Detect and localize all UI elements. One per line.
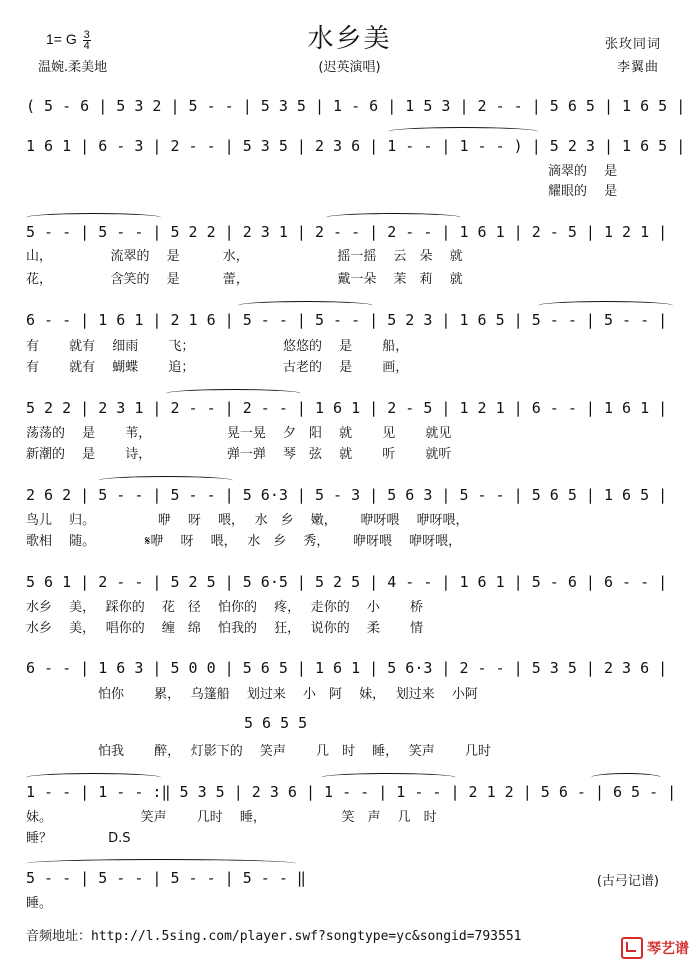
slur	[591, 773, 661, 782]
notation-line: 1 - - | 1 - - :‖ 5 3 5 | 2 3 6 | 1 - - | 1 - - | 2 1 2 | 5 6 - | 6 5 - |	[26, 783, 677, 801]
slur	[26, 773, 161, 782]
lyric-line-5a: 荡荡的 是 苇， 晃一晃 夕 阳 就 见 就见	[26, 426, 452, 441]
song-title: 水乡美	[307, 24, 392, 54]
score-line-8	[26, 658, 674, 678]
notation-line: 6 - - | 1 6 3 | 5 0 0 | 5 6 5 | 1 6 1 | 5 6·3 | 2 - - | 5 3 5 | 2 3 6 |	[26, 659, 668, 677]
transcriber-credit: (古弓记谱)	[596, 874, 659, 889]
logo-icon	[621, 937, 643, 959]
notation-line: ( 5 - 6 | 5 3 2 | 5 - - | 5 3 5 | 1 - 6 | 1 5 3 | 2 - - | 5 6 5 | 1 6 5 |	[26, 97, 686, 115]
key-text: 1= G	[46, 31, 77, 48]
score-line-8-alt	[244, 713, 314, 733]
time-numerator: 3	[83, 29, 90, 41]
slur	[538, 301, 673, 310]
lyric-line-4b: 有 就有 蝴蝶 追； 古老的 是 画，	[26, 360, 409, 375]
notation-line: 1 6 1 | 6 - 3 | 2 - - | 5 3 5 | 2 3 6 | 1 - - | 1 - - ) | 5 2 3 | 1 6 5 |	[26, 137, 686, 155]
performer-note: (迟英演唱)	[318, 60, 381, 75]
notation-line: 5 6 5 5	[244, 714, 308, 732]
time-denominator: 4	[83, 40, 90, 52]
tempo-marking: 温婉.柔美地	[38, 60, 108, 75]
slur	[326, 213, 461, 222]
slur	[388, 127, 538, 136]
score-line-6	[26, 485, 674, 505]
lyric-line-6b: 歌相 随。 𝄋咿 呀 喂， 水 乡 秀， 咿呀喂 咿呀喂，	[26, 534, 462, 549]
score-line-10	[26, 868, 674, 888]
score-line-9	[26, 782, 677, 802]
score-line-4	[26, 310, 674, 330]
lyric-line-6a: 鸟儿 归。 咿 呀 喂， 水 乡 嫩， 咿呀喂 咿呀喂，	[26, 513, 469, 528]
lyric-line-9a: 妹。 笑声 几时 睡， 笑 声 几 时	[26, 810, 437, 825]
score-line-1	[26, 96, 686, 116]
notation-line: 5 2 2 | 2 3 1 | 2 - - | 2 - - | 1 6 1 | 2 - 5 | 1 2 1 | 6 - - | 1 6 1 |	[26, 399, 668, 417]
score-line-7	[26, 572, 674, 592]
lyric-line-9b: 睡？ D.S	[26, 831, 131, 846]
lyric-line-2b: 耀眼的 是	[548, 184, 618, 199]
lyric-line-7a: 水乡 美， 踩你的 花 径 怕你的 疼， 走你的 小 桥	[26, 600, 424, 615]
notation-line: 6 - - | 1 6 1 | 2 1 6 | 5 - - | 5 - - | 5 2 3 | 1 6 5 | 5 - - | 5 - - |	[26, 311, 668, 329]
slur	[238, 301, 373, 310]
slur	[98, 476, 233, 485]
lyric-line-10a: 睡。	[26, 896, 53, 911]
slur	[166, 389, 301, 398]
lyric-line-7b: 水乡 美， 唱你的 缠 绵 怕我的 狂， 说你的 柔 情	[26, 621, 424, 636]
lyric-line-3a: 山， 流翠的 是 水， 摇一摇 云 朵 就	[26, 249, 463, 264]
audio-label: 音频地址：	[26, 929, 92, 944]
composer-credit: 李翼曲	[616, 60, 659, 75]
lyric-line-3b: 花， 含笑的 是 蕾， 戴一朵 茉 莉 就	[26, 272, 463, 287]
score-line-3	[26, 222, 674, 242]
lyric-line-5b: 新潮的 是 诗， 弹一弹 琴 弦 就 听 就听	[26, 447, 452, 462]
lyric-line-2a: 滴翠的 是	[548, 164, 618, 179]
notation-line: 2 6 2 | 5 - - | 5 - - | 5 6·3 | 5 - 3 | 5 6 3 | 5 - - | 5 6 5 | 1 6 5 |	[26, 486, 668, 504]
lyric-line-8b: 怕我 醉， 灯影下的 笑声 几 时 睡， 笑声 几时	[98, 744, 491, 759]
audio-address	[26, 925, 521, 944]
audio-link[interactable]: http://l.5sing.com/player.swf?songtype=yc&songid=793551	[91, 929, 522, 944]
slur	[26, 213, 161, 222]
lyricist-credit: 张玫同词	[604, 37, 661, 52]
slur	[26, 859, 296, 868]
site-logo[interactable]	[621, 937, 689, 959]
notation-line: 5 - - | 5 - - | 5 2 2 | 2 3 1 | 2 - - | 2 - - | 1 6 1 | 2 - 5 | 1 2 1 |	[26, 223, 668, 241]
notation-line: 5 - - | 5 - - | 5 - - | 5 - - ‖	[26, 869, 306, 887]
score-line-2	[26, 136, 686, 156]
logo-text: 琴艺谱	[647, 941, 689, 957]
score-line-5	[26, 398, 674, 418]
lyric-line-4a: 有 就有 细雨 飞； 悠悠的 是 船，	[26, 339, 409, 354]
lyric-line-8a: 怕你 累， 乌篷船 划过来 小 阿 妹， 划过来 小阿	[98, 687, 478, 702]
slur	[321, 773, 456, 782]
notation-line: 5 6 1 | 2 - - | 5 2 5 | 5 6·5 | 5 2 5 | 4 - - | 1 6 1 | 5 - 6 | 6 - - |	[26, 573, 668, 591]
